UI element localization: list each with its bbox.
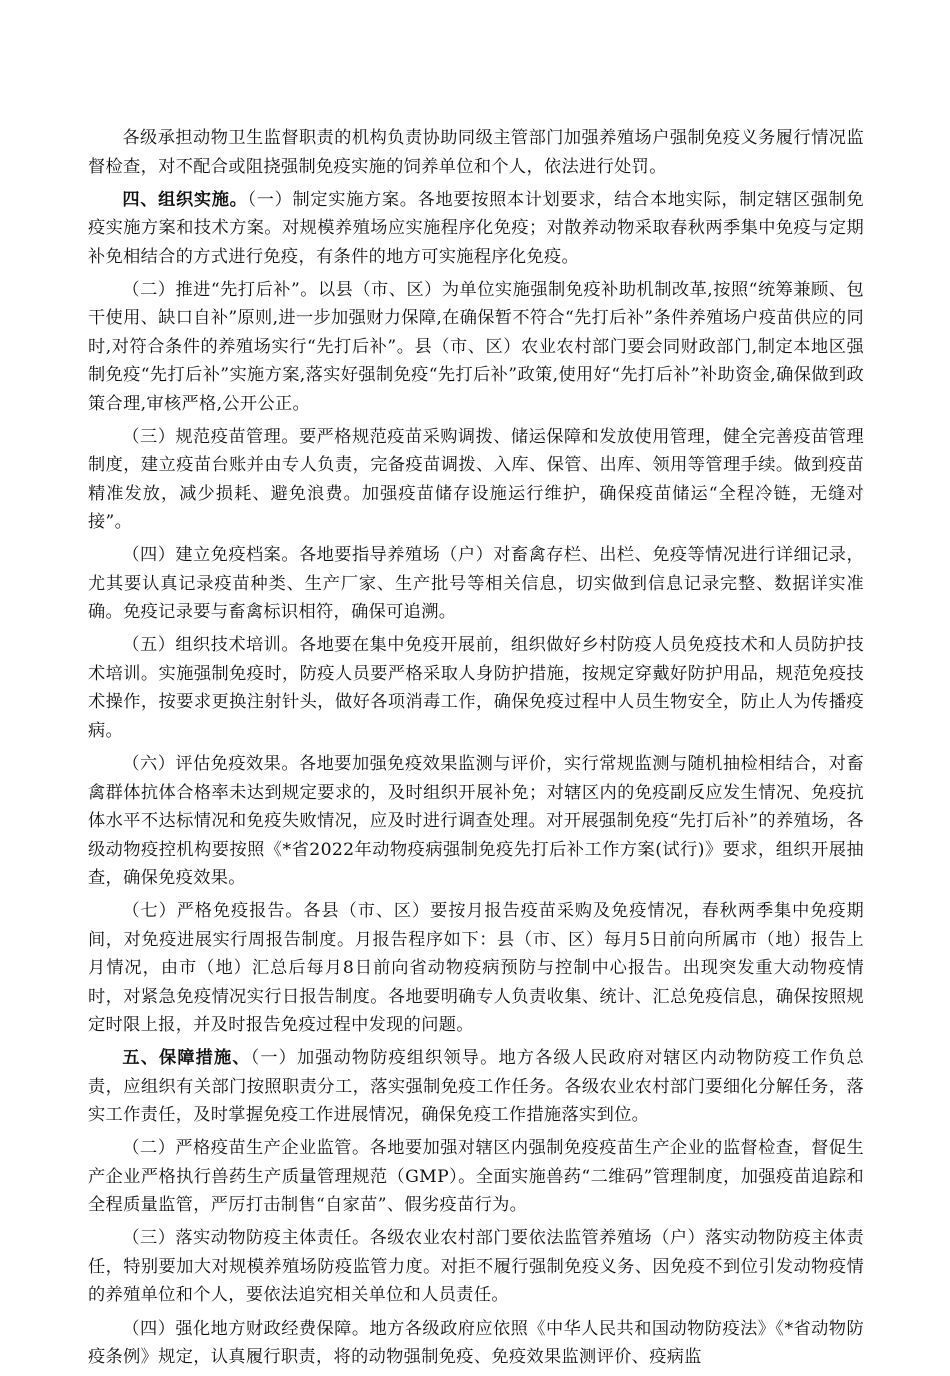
paragraph-text: （一）加强动物防疫组织领导。地方各级人民政府对辖区内动物防疫工作负总责，应组织有关部门按照职责分工，落实强制免疫工作任务。各级农业农村部门要细化分解任务，落实工作责任，及时掌握免疫工作进展情况，确保免疫工作措施落实到位。 <box>88 1048 864 1126</box>
paragraph-vaccine-management <box>88 423 864 537</box>
paragraph-text: 各级承担动物卫生监督职责的机构负责协助同级主管部门加强养殖场户强制免疫义务履行情况监督检查，对不配合或阻挠强制免疫实施的饲养单位和个人，依法进行处罚。 <box>88 128 864 177</box>
paragraph-safeguard-measures <box>88 1044 864 1130</box>
paragraph-text: （五）组织技术培训。各地要在集中免疫开展前，组织做好乡村防疫人员免疫技术和人员防护技术培训。实施强制免疫时，防疫人员要严格采取人身防护措施，按规定穿戴好防护用品，规范免疫技术操作，按要求更换注射针头，做好各项消毒工作，确保免疫过程中人员生物安全，防止人为传播疫病。 <box>88 635 864 741</box>
paragraph-vaccinate-first <box>88 276 864 419</box>
paragraph-immunization-records <box>88 541 864 627</box>
paragraph-text: （四）建立免疫档案。各地要指导养殖场（户）对畜禽存栏、出栏、免疫等情况进行详细记录，尤其要认真记录疫苗种类、生产厂家、生产批号等相关信息，切实做到信息记录完整、数据详实准确。免疫记录要与畜禽标识相符，确保可追溯。 <box>88 545 864 623</box>
section-heading: 五、保障措施、 <box>122 1048 251 1069</box>
paragraph-technical-training <box>88 631 864 745</box>
paragraph-text: （七）严格免疫报告。各县（市、区）要按月报告疫苗采购及免疫情况，春秋两季集中免疫期间，对免疫进展实行周报告制度。月报告程序如下：县（市、区）每月5日前向所属市（地）报告上月情况，由市（地）汇总后每月8日前向省动物疫病预防与控制中心报告。出现突发重大动物疫情时，对紧急免疫情况实行日报告制度。各地要明确专人负责收集、统计、汇总免疫信息，确保按照规定时限上报，并及时报告免疫过程中发现的问题。 <box>88 901 864 1036</box>
paragraph-text: （二）严格疫苗生产企业监管。各地要加强对辖区内强制免疫疫苗生产企业的监督检查，督促生产企业严格执行兽药生产质量管理规范（GMP）。全面实施兽药“二维码”管理制度，加强疫苗追踪和全程质量监管，严厉打击制售“自家苗”、假劣疫苗行为。 <box>88 1138 864 1216</box>
paragraph-financial-guarantee <box>88 1315 864 1372</box>
paragraph-text: （四）强化地方财政经费保障。地方各级政府应依照《中华人民共和国动物防疫法》《*省动物防疫条例》规定，认真履行职责，将的动物强制免疫、免疫效果监测评价、疫病监 <box>88 1318 864 1368</box>
section-heading: 四、组织实施。 <box>122 189 248 210</box>
paragraph-evaluate-effect <box>88 750 864 893</box>
paragraph-supervision <box>88 124 864 181</box>
paragraph-vaccine-producer-supervision <box>88 1134 864 1220</box>
paragraph-text: （三）落实动物防疫主体责任。各级农业农村部门要依法监管养殖场（户）落实动物防疫主体责任，特别要加大对规模养殖场防疫监管力度。对拒不履行强制免疫义务、因免疫不到位引发动物疫情的养殖单位和个人，要依法追究相关单位和人员责任。 <box>88 1228 864 1306</box>
paragraph-text: （六）评估免疫效果。各地要加强免疫效果监测与评价，实行常规监测与随机抽检相结合，对畜禽群体抗体合格率未达到规定要求的，及时组织开展补免；对辖区内的免疫副反应发生情况、免疫抗体水平不达标情况和免疫失败情况，应及时进行调查处理。对开展强制免疫“先打后补”的养殖场，各级动物疫控机构要按照《*省2022年动物疫病强制免疫先打后补工作方案(试行)》要求，组织开展抽查，确保免疫效果。 <box>88 754 864 889</box>
paragraph-text: （一）制定实施方案。各地要按照本计划要求，结合本地实际，制定辖区强制免疫实施方案和技术方案。对规模养殖场应实施程序化免疫；对散养动物采取春秋两季集中免疫与定期补免相结合的方式进行免疫，有条件的地方可实施程序化免疫。 <box>88 189 864 267</box>
paragraph-immunization-report <box>88 897 864 1040</box>
document-body <box>88 124 864 1376</box>
paragraph-text: （二）推进“先打后补”。以县（市、区）为单位实施强制免疫补助机制改革,按照“统筹兼顾、包干使用、缺口自补”原则,进一步加强财力保障,在确保暂不符合“先打后补”条件养殖场户疫苗供应的同时,对符合条件的养殖场实行“先打后补”。县（市、区）农业农村部门要会同财政部门,制定本地区强制免疫“先打后补”实施方案,落实好强制免疫“先打后补”政策,使用好“先打后补”补助资金,确保做到政策合理,审核严格,公开公正。 <box>88 279 864 414</box>
paragraph-organize-implementation <box>88 186 864 272</box>
paragraph-text: （三）规范疫苗管理。要严格规范疫苗采购调拨、储运保障和发放使用管理，健全完善疫苗管理制度，建立疫苗台账并由专人负责，完备疫苗调拨、入库、保管、出库、领用等管理手续。做到疫苗精准发放，减少损耗、避免浪费。加强疫苗储存设施运行维护，确保疫苗储运“全程冷链，无缝对接”。 <box>88 426 864 533</box>
paragraph-main-responsibility <box>88 1224 864 1310</box>
